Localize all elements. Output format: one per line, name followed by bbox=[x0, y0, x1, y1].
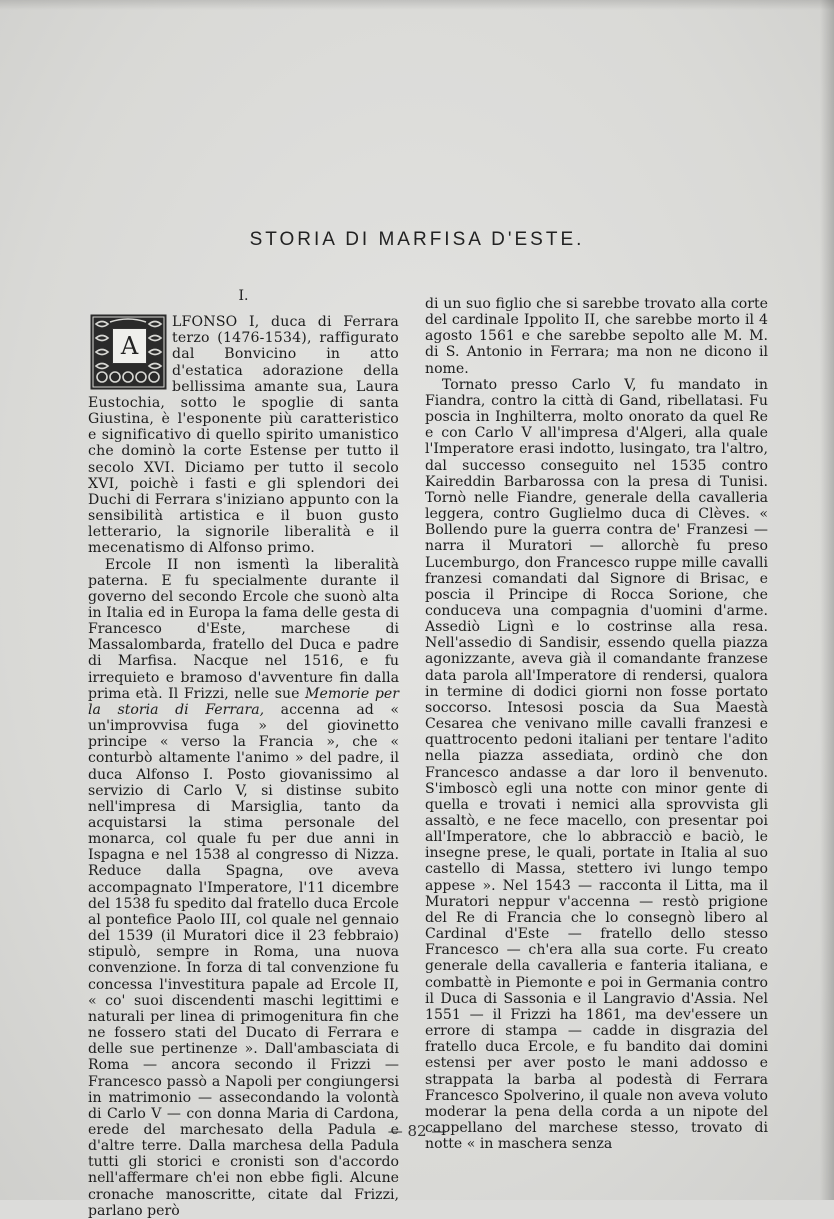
paragraph-ercole bbox=[88, 557, 399, 1219]
paragraph-text: accenna ad « un'improvvisa fuga » del giovinetto principe « verso la Francia », che « conturbò altamente l'animo » del padre, il duca Alfonso I. Posto giovanissimo al servizio di Carlo V, si distinse subito nell'impresa di Marsiglia, tanto da acquistarsi la stima personale del monarca, col quale fu per due anni in Ispagna e nel 1538 al congresso di Nizza. Reduce dalla Spagna, ove aveva accompagnato l'Imperatore, l'11 dicembre del 1538 fu spedito dal fratello duca Ercole al pontefice Paolo III, col quale nel gennaio del 1539 (il Muratori dice il 23 febbraio) stipulò, sempre in Roma, una nuova convenzione. In forza di tal convenzione fu concessa l'investitura papale ad Ercole II, « co' suoi discendenti maschi legittimi e naturali per linea di primogenitura fin che ne fossero stati del Ducato di Ferrara e delle sue pertinenze ». Dall'ambasciata di Roma — ancora secondo il Frizzi — Francesco passò a Napoli per congiungersi in matrimonio — assecondando la volontà di Carlo V — con donna Maria di Cardona, erede del marchesato della Padula e d'altre terre. Dalla marchesa della Padula tutti gli storici e cronisti son d'accordo nell'affermare ch'ei non ebbe figli. Alcune cronache manoscritte, citate dal Frizzi, parlano però bbox=[88, 701, 399, 1219]
paragraph-text: Ercole II non ismentì la liberalità paterna. E fu specialmente durante il governo del secondo Ercole che suonò alta in Italia ed in Europa la fama delle gesta di Francesco d'Este, marchese di Massalombarda, fratello del Duca e padre di Marfisa. Nacque nel 1516, e fu irrequieto e bramoso d'avventure fin dalla prima età. Il Frizzi, nelle sue bbox=[88, 556, 399, 702]
paragraph-opening bbox=[88, 314, 399, 556]
page-title: STORIA DI MARFISA D'ESTE. bbox=[249, 229, 585, 250]
page-top-shadow bbox=[0, 0, 834, 10]
left-column bbox=[88, 288, 399, 1219]
paragraph-carlo-v: Tornato presso Carlo V, fu mandato in Fiandra, contro la città di Gand, ribellatasi. Fu poscia in Inghilterra, molto onorato da quel Re e con Carlo V all'impresa d'Algeri, alla quale l'Imperatore erasi indotto, lusingato, tra l'altro, dal successo conseguito nel 1535 contro Kaireddin Barbarossa con la presa di Tunisi. Tornò nelle Fiandre, generale della cavalleria leggera, contro Guglielmo duca di Clèves. « Bollendo pure la guerra contra de' Franzesi — narra il Muratori — allorchè fu preso Lucemburgo, don Francesco ruppe mille cavalli franzesi comandati dal Signore di Brisac, e poscia il Principe di Rocca Sorione, che conduceva una compagnia d'uomini d'arme. Assediò Lignì e lo costrinse alla resa. Nell'assedio di Sandisir, essendo quella piazza agonizzante, aveva già il comandante franzese data parola all'Imperatore di rendersi, qualora in termine di dodici giorni non fosse portato soccorso. Intesosi poscia da Sua Maestà Cesarea che venivano mille cavalli franzesi e quattrocento pedoni italiani per tentare l'adito nella piazza assediata, ordinò che don Francesco andasse a dar loro il benvenuto. S'imboscò egli una notte con minor gente di quella e trovati i nemici alla sprovvista gli assaltò, e ne fece macello, con presentar poi all'Imperatore, che lo abbracciò e baciò, le insegne prese, le quali, portate in Italia al suo castello di Massa, stettero ivi lungo tempo appese ». Nel 1543 — racconta il Litta, ma il Muratori neppur v'accenna — restò prigione del Re di Francia che lo consegnò libero al Cardinal d'Este — fratello dello stesso Francesco — ch'era alla sua corte. Fu creato generale della cavalleria e fanteria italiana, e combattè in Piemonte e poi in Germania contro il Duca di Sassonia e il Langravio d'Assia. Nel 1551 — il Frizzi ha 1861, ma dev'essere un errore di stampa — cadde in disgrazia del fratello duca Ercole, e fu bandito dai domini estensi per aver posto le mani addosso e strappata la barba al podestà di Ferrara Francesco Spolverino, il quale non aveva voluto moderar la pena della corda a un nipote del cappellano del marchese stesso, trovato di notte « in maschera senza bbox=[425, 376, 768, 1153]
section-number: I. bbox=[238, 288, 249, 304]
paragraph-continuation: di un suo figlio che si sarebbe trovato alla corte del cardinale Ippolito II, che sarebbe morto il 4 agosto 1561 e che sarebbe sepolto alle M. M. di S. Antonio in Ferrara; ma non ne dicono il nome. bbox=[425, 296, 768, 377]
page-number: — 82 — bbox=[387, 1122, 447, 1140]
page-edge-shadow bbox=[820, 0, 834, 1200]
dropcap-letter: A bbox=[112, 328, 147, 364]
paragraph-text: LFONSO I, duca di Ferrara terzo (1476-1534), raffigurato dal Bonvicino in atto d'estatica adorazione della bellissima amante sua, Laura Eustochia, sotto le spoglie di santa Giustina, è l'esponente più caratteristico e significativo di quello spirito umanistico che dominò la corte Estense per tutto il secolo XVI. Diciamo per tutto il secolo XVI, poichè i fasti e gli splendori dei Duchi di Ferrara s'iniziano appunto con la sensibilità artistica e il buon gusto letterario, la signorile liberalità e il mecenatismo di Alfonso primo. bbox=[88, 314, 399, 557]
right-column bbox=[425, 296, 768, 1152]
ornamental-dropcap bbox=[90, 314, 167, 390]
book-title-italic: Memorie per la storia di Ferrara, bbox=[88, 685, 399, 718]
